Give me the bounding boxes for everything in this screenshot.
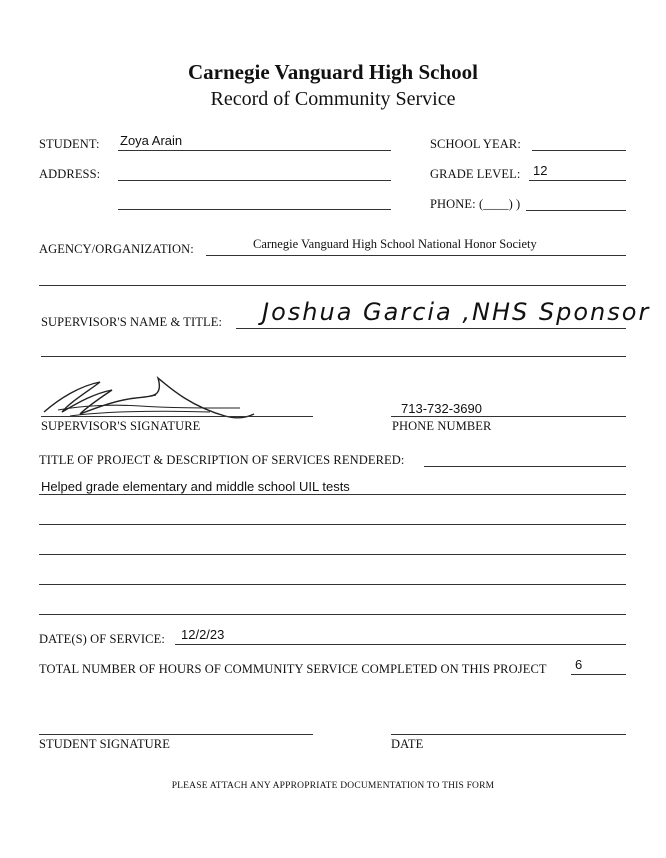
dates-label: DATE(S) OF SERVICE: — [39, 632, 165, 646]
phone-paren-close: ) — [516, 197, 521, 211]
phone-field[interactable] — [526, 210, 626, 211]
address-label: ADDRESS: — [39, 167, 101, 181]
form-title: Record of Community Service — [210, 88, 456, 110]
student-field[interactable] — [118, 150, 391, 151]
project-description-line1[interactable] — [39, 494, 626, 495]
dates-value: 12/2/23 — [181, 627, 225, 642]
phone-number-label: PHONE NUMBER — [392, 419, 492, 433]
grade-level-value: 12 — [533, 163, 548, 178]
supervisor-field-line2[interactable] — [41, 356, 626, 357]
school-year-field[interactable] — [532, 150, 626, 151]
project-description-line3[interactable] — [39, 554, 626, 555]
student-signature-field[interactable] — [39, 734, 313, 735]
project-description-line5[interactable] — [39, 614, 626, 615]
hours-value: 6 — [575, 657, 583, 672]
supervisor-label: SUPERVISOR'S NAME & TITLE: — [41, 315, 223, 329]
address-field-line2[interactable] — [118, 209, 391, 210]
project-description-value: Helped grade elementary and middle school UIL tests — [41, 479, 350, 494]
address-field-line1[interactable] — [118, 180, 391, 181]
grade-level-field[interactable] — [529, 180, 626, 181]
agency-label: AGENCY/ORGANIZATION: — [39, 242, 194, 256]
school-year-label: SCHOOL YEAR: — [430, 137, 521, 151]
date-label: DATE — [391, 737, 424, 751]
supervisor-field[interactable] — [236, 328, 626, 329]
agency-field-line2[interactable] — [39, 285, 626, 286]
school-name: Carnegie Vanguard High School — [188, 60, 478, 84]
supervisor-handwritten-name: Joshua Garcia ,NHS Sponsor — [262, 298, 651, 326]
agency-field[interactable] — [206, 255, 626, 256]
supervisor-phone-value: 713-732-3690 — [401, 401, 482, 416]
project-label: TITLE OF PROJECT & DESCRIPTION OF SERVICES RENDERED: — [39, 453, 405, 467]
supervisor-phone-field[interactable] — [391, 416, 626, 417]
phone-label: PHONE: (____) — [430, 197, 513, 211]
student-value: Zoya Arain — [120, 133, 183, 148]
hours-label: TOTAL NUMBER OF HOURS OF COMMUNITY SERVICE COMPLETED ON THIS PROJECT — [39, 662, 547, 676]
dates-field[interactable] — [175, 644, 626, 645]
date-field[interactable] — [391, 734, 626, 735]
student-signature-label: STUDENT SIGNATURE — [39, 737, 170, 751]
supervisor-signature-label: SUPERVISOR'S SIGNATURE — [41, 419, 201, 433]
footer-note: PLEASE ATTACH ANY APPROPRIATE DOCUMENTATION TO THIS FORM — [171, 781, 495, 791]
project-title-field[interactable] — [424, 466, 626, 467]
hours-field[interactable] — [571, 674, 626, 675]
agency-value: Carnegie Vanguard High School National Honor Society — [253, 237, 537, 251]
project-description-line2[interactable] — [39, 524, 626, 525]
supervisor-signature-field[interactable] — [41, 416, 313, 417]
project-description-line4[interactable] — [39, 584, 626, 585]
grade-level-label: GRADE LEVEL: — [430, 167, 521, 181]
student-label: STUDENT: — [39, 137, 100, 151]
